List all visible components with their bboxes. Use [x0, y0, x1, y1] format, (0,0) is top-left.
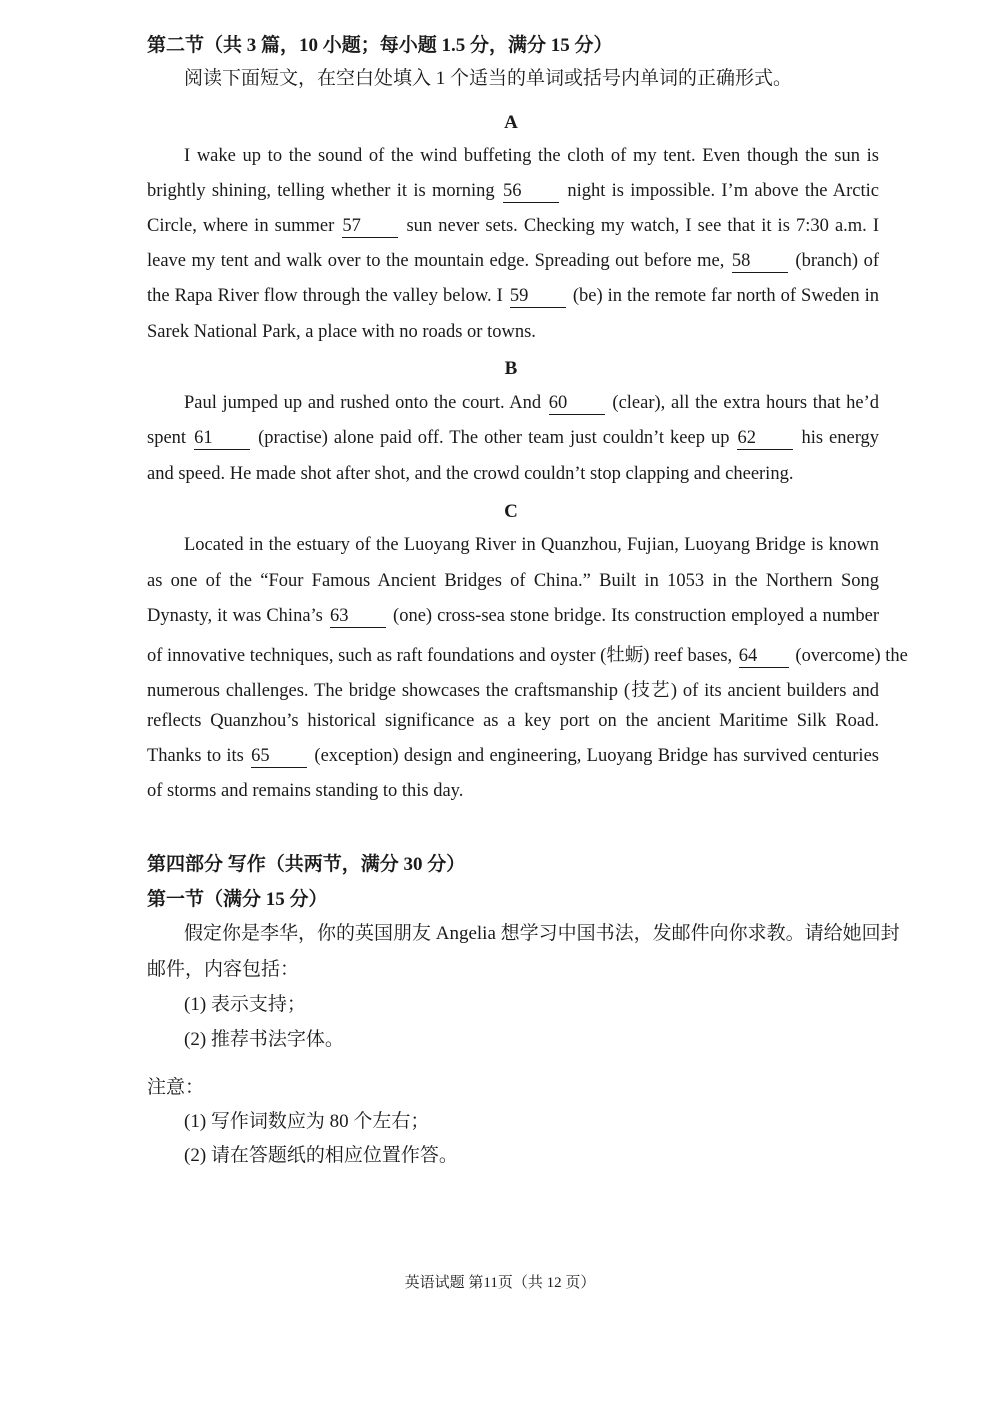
passage-c-line-1: Located in the estuary of the Luoyang River in Quanzhou, Fujian, Luoyang Bridge is known	[184, 535, 879, 555]
text: (one) cross-sea stone bridge. Its construction employed a number	[393, 606, 880, 626]
note-item-1: (1) 写作词数应为 80 个左右；	[184, 1111, 430, 1132]
passage-a-line-6: Sarek National Park, a place with no roads or towns.	[147, 322, 536, 342]
text: the Rapa River flow through the valley below. I	[147, 286, 503, 306]
passage-c-line-8: of storms and remains standing to this day.	[147, 781, 464, 801]
passage-a-letter: A	[504, 112, 518, 133]
text: (practise) alone paid off. The other team just couldn’t keep up	[258, 428, 730, 448]
note-item-2: (2) 请在答题纸的相应位置作答。	[184, 1145, 458, 1166]
passage-b-line-2	[147, 428, 879, 450]
blank-65: 65	[251, 747, 307, 768]
page-footer: 英语试题 第11页（共 12 页）	[404, 1275, 596, 1291]
text: his energy	[801, 428, 880, 448]
passage-b-line-3: and speed. He made shot after shot, and the crowd couldn’t stop clapping and cheering.	[147, 464, 794, 484]
writing-item-2: (2) 推荐书法字体。	[184, 1029, 344, 1050]
passage-a-line-5	[147, 286, 879, 308]
writing-item-1: (1) 表示支持；	[184, 994, 306, 1015]
text: (branch) of	[795, 251, 879, 271]
passage-c-letter: C	[504, 501, 518, 522]
blank-58: 58	[732, 252, 788, 273]
text: spent	[147, 428, 187, 448]
passage-c-line-3	[147, 606, 879, 628]
blank-62: 62	[737, 429, 793, 450]
part4-subheading: 第一节（满分 15 分）	[147, 889, 328, 910]
text: (overcome) the	[795, 646, 908, 666]
passage-c-line-7	[147, 746, 879, 768]
passage-a-line-4	[147, 251, 879, 273]
section2-heading: 第二节（共 3 篇，10 小题；每小题 1.5 分，满分 15 分）	[147, 35, 613, 56]
blank-56: 56	[503, 182, 559, 203]
writing-task-line-1: 假定你是李华，你的英国朋友 Angelia 想学习中国书法，发邮件向你求教。请给她回封	[184, 923, 900, 944]
passage-a-line-1: I wake up to the sound of the wind buffeting the cloth of my tent. Even though the sun is	[184, 146, 879, 166]
note-label: 注意：	[147, 1077, 205, 1098]
passage-c-line-4	[147, 641, 908, 668]
text: Thanks to its	[147, 746, 244, 766]
passage-b-letter: B	[504, 358, 518, 379]
passage-a-line-2	[147, 181, 879, 203]
text: (clear), all the extra hours that he’d	[612, 393, 880, 413]
passage-a-line-3	[147, 216, 879, 238]
blank-60: 60	[549, 394, 605, 415]
passage-c-line-2: as one of the “Four Famous Ancient Bridges of China.” Built in 1053 in the Northern Song	[147, 571, 879, 591]
text: (be) in the remote far north of Sweden in	[572, 286, 880, 306]
text: Circle, where in summer	[147, 216, 335, 236]
blank-64: 64	[739, 647, 789, 668]
part4-heading: 第四部分 写作（共两节，满分 30 分）	[147, 854, 466, 875]
passage-b-line-1	[184, 393, 879, 415]
text: Dynasty, it was China’s	[147, 606, 323, 626]
text: brightly shining, telling whether it is morning	[147, 181, 495, 201]
text: of innovative techniques, such as raft foundations and oyster (牡蛎) reef bases,	[147, 646, 733, 666]
text: (exception) design and engineering, Luoyang Bridge has survived centuries	[314, 746, 879, 766]
blank-61: 61	[194, 429, 250, 450]
blank-57: 57	[342, 217, 398, 238]
passage-c-line-6: reflects Quanzhou’s historical significance as a key port on the ancient Maritime Silk Road.	[147, 711, 879, 731]
passage-c-line-5: numerous challenges. The bridge showcases the craftsmanship (技艺) of its ancient builders and	[147, 681, 879, 701]
text: night is impossible. I’m above the Arctic	[567, 181, 879, 201]
blank-63: 63	[330, 607, 386, 628]
section2-instruction: 阅读下面短文，在空白处填入 1 个适当的单词或括号内单词的正确形式。	[184, 68, 793, 89]
text: leave my tent and walk over to the mountain edge. Spreading out before me,	[147, 251, 725, 271]
blank-59: 59	[510, 287, 566, 308]
writing-task-line-2: 邮件，内容包括：	[147, 959, 300, 980]
text: Paul jumped up and rushed onto the court. And	[184, 393, 542, 413]
text: sun never sets. Checking my watch, I see that it is 7:30 a.m. I	[406, 216, 880, 236]
